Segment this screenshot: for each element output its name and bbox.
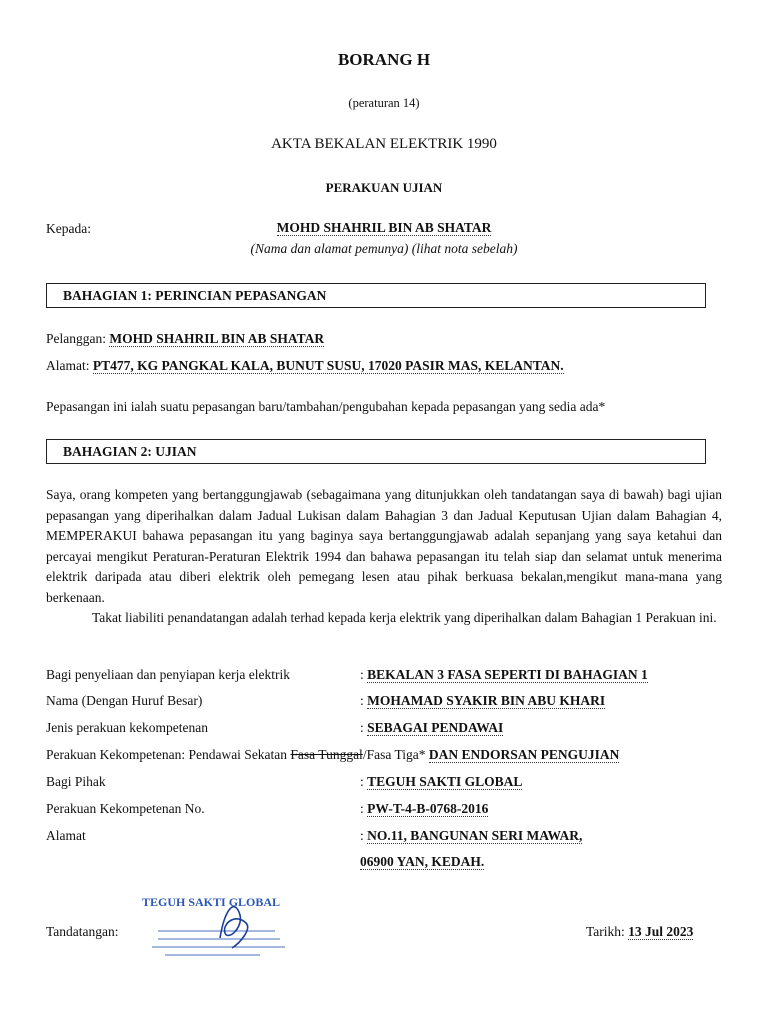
name-value: MOHAMAD SYAKIR BIN ABU KHARI — [367, 693, 606, 708]
company-stamp — [140, 893, 300, 963]
date-row — [586, 923, 693, 941]
colon: : — [360, 693, 364, 708]
recipient-name-value: MOHD SHAHRIL BIN AB SHATAR — [276, 220, 492, 235]
competency-prefix: Perakuan Kekompetenan: Pendawai Sekatan — [46, 747, 291, 762]
supervision-value: BEKALAN 3 FASA SEPERTI DI BAHAGIAN 1 — [367, 667, 648, 682]
party-value: TEGUH SAKTI GLOBAL — [367, 774, 523, 789]
competency-struck-option: Fasa Tunggal — [290, 747, 363, 762]
name-field — [360, 692, 605, 710]
colon: : — [360, 828, 364, 843]
certificate-title: PERAKUAN UJIAN — [325, 180, 443, 195]
installation-text: Pepasangan ini ialah suatu pepasangan baru/tambahan/pengubahan kepada pepasangan yang sedia ada* — [46, 399, 606, 414]
colon: : — [360, 801, 364, 816]
signature-label: Tandatangan: — [46, 924, 119, 939]
supervision-label: Bagi penyeliaan dan penyiapan kerja elektrik — [46, 667, 291, 682]
customer-row — [46, 330, 324, 348]
party-label: Bagi Pihak — [46, 774, 106, 789]
address-value: PT477, KG PANGKAL KALA, BUNUT SUSU, 17020 PASIR MAS, KELANTAN. — [92, 358, 564, 373]
colon: : — [360, 720, 364, 735]
section2-header: BAHAGIAN 2: UJIAN — [46, 439, 706, 464]
address-row — [46, 357, 564, 375]
regulation-reference: (peraturan 14) — [348, 96, 420, 110]
supervision-field — [360, 666, 648, 684]
cert-type-value: SEBAGAI PENDAWAI — [367, 720, 504, 735]
stamp-company-name: TEGUH SAKTI GLOBAL — [142, 895, 281, 909]
company-address-field — [360, 827, 582, 845]
company-address-label: Alamat — [46, 828, 86, 843]
cert-type-field — [360, 719, 503, 737]
company-address-line2: 06900 YAN, KEDAH. — [360, 854, 485, 869]
cert-no-field — [360, 800, 488, 818]
form-title: BORANG H — [337, 50, 431, 69]
cert-no-label: Perakuan Kekompetenan No. — [46, 801, 205, 816]
customer-label: Pelanggan: — [46, 331, 106, 346]
customer-value: MOHD SHAHRIL BIN AB SHATAR — [109, 331, 325, 346]
act-title: AKTA BEKALAN ELEKTRIK 1990 — [271, 136, 497, 152]
recipient-note: (Nama dan alamat pemunya) (lihat nota sebelah) — [250, 241, 518, 256]
competency-suffix: /Fasa Tiga* — [362, 747, 426, 762]
party-field — [360, 773, 522, 791]
section2-paragraph-2: Takat liabiliti penandatangan adalah terhad kepada kerja elektrik yang diperihalkan dalam Bahagian 1 Perakuan ini. — [92, 610, 717, 625]
company-address-line2-row — [360, 853, 484, 871]
competency-value: DAN ENDORSAN PENGUJIAN — [428, 747, 620, 762]
colon: : — [360, 774, 364, 789]
date-value: 13 Jul 2023 — [628, 924, 694, 939]
colon: : — [360, 667, 364, 682]
name-label: Nama (Dengan Huruf Besar) — [46, 693, 203, 708]
signature-scribble — [220, 907, 248, 948]
company-address-line1: NO.11, BANGUNAN SERI MAWAR, — [367, 828, 583, 843]
section1-header: BAHAGIAN 1: PERINCIAN PEPASANGAN — [46, 283, 706, 308]
date-label: Tarikh: — [586, 924, 625, 939]
cert-no-value: PW-T-4-B-0768-2016 — [367, 801, 489, 816]
recipient-name — [0, 220, 768, 236]
competency-row — [46, 746, 619, 764]
cert-type-label: Jenis perakuan kekompetenan — [46, 720, 208, 735]
recipient-label: Kepada: — [46, 221, 91, 236]
section2-paragraph-1: Saya, orang kompeten yang bertanggungjawab (sebagaimana yang ditunjukkan oleh tandatangan saya di bawah) bagi ujian pepasangan yang diperihalkan dalam Jadual Lukisan dalam Bahagian 3 dan Jadual Keputusan Ujian dalam Bahagian 4, MEMPERAKUI bahawa pepasangan itu yang baginya saya bertanggungjawab adalah sepanjang yang saya ketahui dan percayai mengikut Peraturan-Peraturan Elektrik 1994 dan bahawa pepasangan itu telah siap dan selamat untuk menerima elektrik daripada atau diberi elektrik oleh pemegang lesen atau pihak berkuasa bekalan,mengikut mana-mana yang berkenaan. — [46, 487, 722, 605]
address-label: Alamat: — [46, 358, 90, 373]
